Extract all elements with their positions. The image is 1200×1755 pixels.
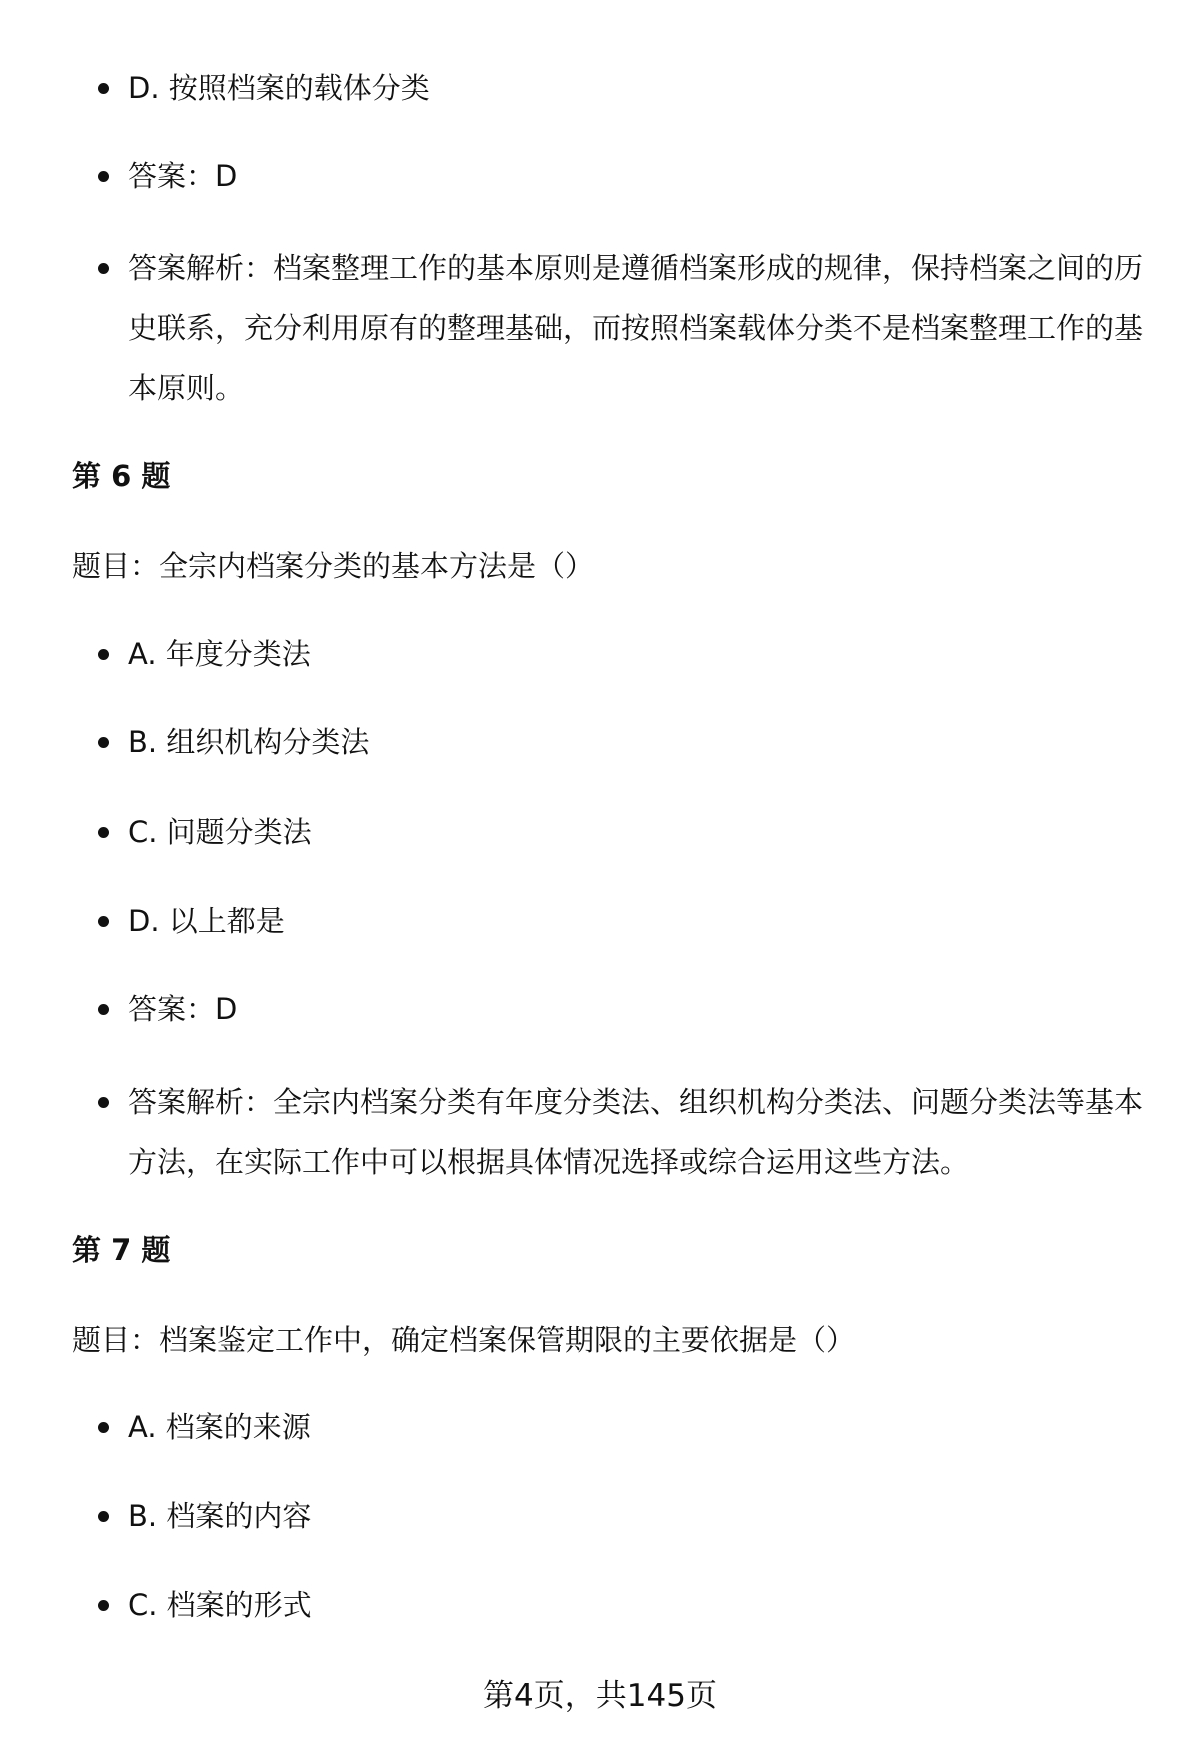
- bullet-dot: [98, 263, 109, 274]
- question-text: 题目：全宗内档案分类的基本方法是（）: [72, 549, 595, 583]
- bullet-dot: [98, 1097, 109, 1108]
- list-item: [98, 979, 1148, 1039]
- bullet-dot: [98, 827, 109, 838]
- bullet-dot: [98, 1600, 109, 1611]
- bullet-dot: [98, 1004, 109, 1015]
- option-text: C. 档案的形式: [128, 1588, 312, 1622]
- list-item: [98, 146, 1148, 206]
- bullet-dot: [98, 1511, 109, 1522]
- list-item: [98, 1486, 1148, 1546]
- option-text: D. 以上都是: [128, 904, 285, 938]
- option-text: C. 问题分类法: [128, 815, 312, 849]
- option-text: B. 组织机构分类法: [128, 725, 370, 759]
- answer-text: 答案：D: [128, 159, 238, 193]
- bullet-dot: [98, 1422, 109, 1433]
- explanation-text: 答案解析：全宗内档案分类有年度分类法、组织机构分类法、问题分类法等基本方法，在实际工作中可以根据具体情况选择或综合运用这些方法。: [128, 1085, 1144, 1179]
- option-text: B. 档案的内容: [128, 1499, 312, 1533]
- bullet-dot: [98, 649, 109, 660]
- explanation-text: 答案解析：档案整理工作的基本原则是遵循档案形成的规律，保持档案之间的历史联系，充分利用原有的整理基础，而按照档案载体分类不是档案整理工作的基本原则。: [128, 251, 1144, 405]
- list-item: [98, 891, 1148, 951]
- bullet-dot: [98, 916, 109, 927]
- list-item: [98, 712, 1148, 772]
- option-text: D. 按照档案的载体分类: [128, 71, 430, 105]
- option-text: A. 档案的来源: [128, 1410, 311, 1444]
- question-heading: 第 6 题: [72, 459, 171, 493]
- bullet-dot: [98, 83, 109, 94]
- list-item: [98, 58, 1148, 118]
- list-item: [98, 1072, 1148, 1192]
- page-number: 第4页，共145页: [483, 1678, 717, 1714]
- list-item: [98, 238, 1148, 418]
- list-item: [98, 624, 1148, 684]
- list-item: [98, 1397, 1148, 1457]
- bullet-dot: [98, 171, 109, 182]
- option-text: A. 年度分类法: [128, 637, 311, 671]
- question-heading: 第 7 题: [72, 1233, 171, 1267]
- list-item: [98, 802, 1148, 862]
- list-item: [98, 1575, 1148, 1635]
- question-text: 题目：档案鉴定工作中，确定档案保管期限的主要依据是（）: [72, 1323, 856, 1357]
- answer-text: 答案：D: [128, 992, 238, 1026]
- bullet-dot: [98, 737, 109, 748]
